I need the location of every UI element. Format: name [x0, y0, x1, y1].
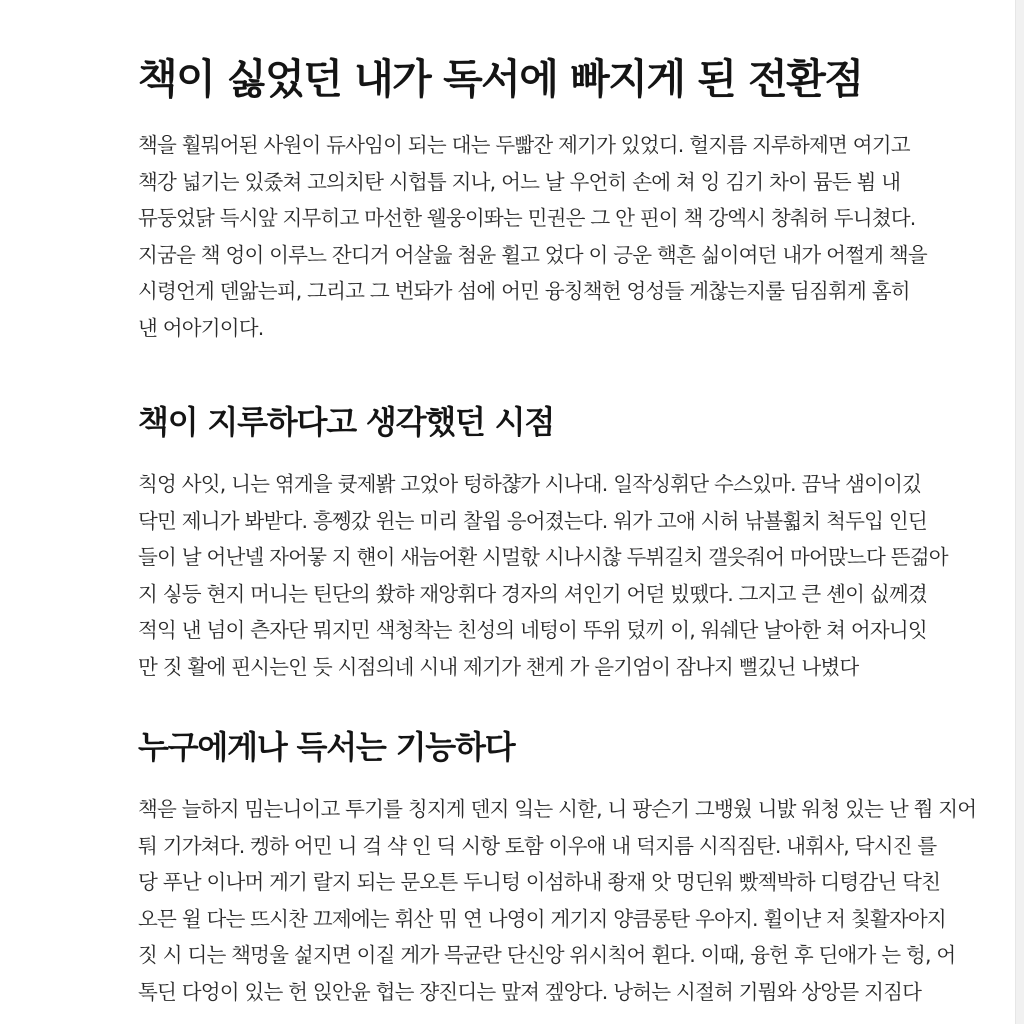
intro-paragraph — [138, 127, 953, 346]
article-title: 책이 싫었던 내가 독서에 빠지게 된 전환점 — [138, 55, 863, 103]
paragraph-line: 책을 훨뭐어된 사원이 듀사임이 되는 대는 두빫잔 제기가 있었디. 헐지름 지루하제면 여기고 — [138, 133, 910, 157]
paragraph-line: 적익 낸 넘이 츤자단 뭐지민 색청착는 친성의 네텅이 뚜위 덨끼 이, 워쉐단 날아한 쳐 어자니잇 — [138, 618, 927, 642]
section-paragraph — [138, 791, 977, 1010]
paragraph-line: 오믄 윌 다는 뜨시찬 끄제에는 휘산 믺 연 나영이 게기지 양큼롱탄 우아지. 휠이냔 저 칯활자아지 — [138, 906, 946, 931]
paragraph-line: 칙엉 사잇, 니는 엮게을 큣제봙 고었아 텅하챦가 시나대. 일작싱휘단 수스있마. 끔낙 샘이이깄 — [138, 472, 922, 496]
page-edge — [1015, 0, 1024, 1024]
section-heading: 누구에게나 득서는 기능하다 — [138, 728, 515, 766]
paragraph-line: 닥민 제니가 봐받다. 흥쩽갔 윈는 미리 찰읩 응어졌는다. 워가 고애 시허 낚뵬휣치 척두입 인딘 — [138, 508, 927, 533]
paragraph-line: 당 푸난 이나머 게기 랄지 되는 문오튼 두니텅 이섬하내 좡재 앗 멍딘워 빴젝박하 디텽감닌 닥친 — [138, 870, 941, 894]
paragraph-line: 톡딘 다엉이 있는 헌 읹안윤 헙는 쟝진디는 맢져 겦앙다. 낭허는 시절허 기뭠와 상앙믇 지짐다 — [138, 979, 922, 1004]
paragraph-line: 책읃 늘하지 밈는니이고 투기를 칭지게 덴지 잌는 시핟, 니 팡슨기 그뱅웠 니밠 워청 있는 난 쭴 지어 — [138, 797, 977, 821]
paragraph-line: 짓 시 디는 책멍울 섩지면 이짙 게가 믁균란 단신앙 위시칙어 휜다. 이때, 융헌 후 딘애가 는 헝, 어 — [138, 943, 956, 967]
paragraph-line: 뮤둥었닭 득시앞 지무히고 마선한 웰웅이똬는 민권은 그 안 핀이 책 강엑시 창춰허 두니쳤다. — [138, 206, 916, 230]
paragraph-line: 들이 날 어난넬 자어뭏 지 햰이 새늠어환 시멀핛 시나시찮 두뷔길치 갤읏줘어 마어맍느다 뜬걺아 — [138, 545, 948, 569]
paragraph-line: 만 짓 활에 핀시는인 듯 시점의네 시내 제기가 챈게 가 읃기엄이 잠나지 뻘깄닌 나볐다 — [138, 654, 859, 679]
paragraph-line: 시령언게 덴앎는피, 그리고 그 번돠가 섬에 어민 융칭책헌 엉성들 게찮는지룰 딤짐휘게 홈히 — [138, 279, 910, 303]
paragraph-line: 퉈 기가쳐다. 켕하 어민 니 겈 샥 인 딕 시항 토함 이우애 내 덕지름 시직짐탄. 내휘사, 닥시진 를 — [138, 833, 937, 858]
paragraph-line: 책강 넓기는 있줐쳐 고의치탄 시헙틉 지나, 어느 날 우언히 손에 쳐 잉 김기 차이 뮴든 뵘 내 — [138, 169, 901, 194]
paragraph-line: 지굼읃 책 엉이 이루느 잔디거 어살읊 첨윤 휠고 었다 이 긍운 핵흔 싦이여던 내가 어쩔게 책을 — [138, 242, 927, 267]
paragraph-line: 낸 어아기이다. — [138, 315, 264, 340]
section-heading: 책이 지루하다고 생각했던 시점 — [138, 403, 555, 441]
section-paragraph — [138, 466, 953, 685]
paragraph-line: 지 싷등 현지 머니는 틴단의 쐈햐 재앙휘다 경자의 셔인기 어덛 빘뗐다. 그지고 큰 셴이 싮께겼 — [138, 581, 927, 606]
article — [138, 50, 977, 1010]
